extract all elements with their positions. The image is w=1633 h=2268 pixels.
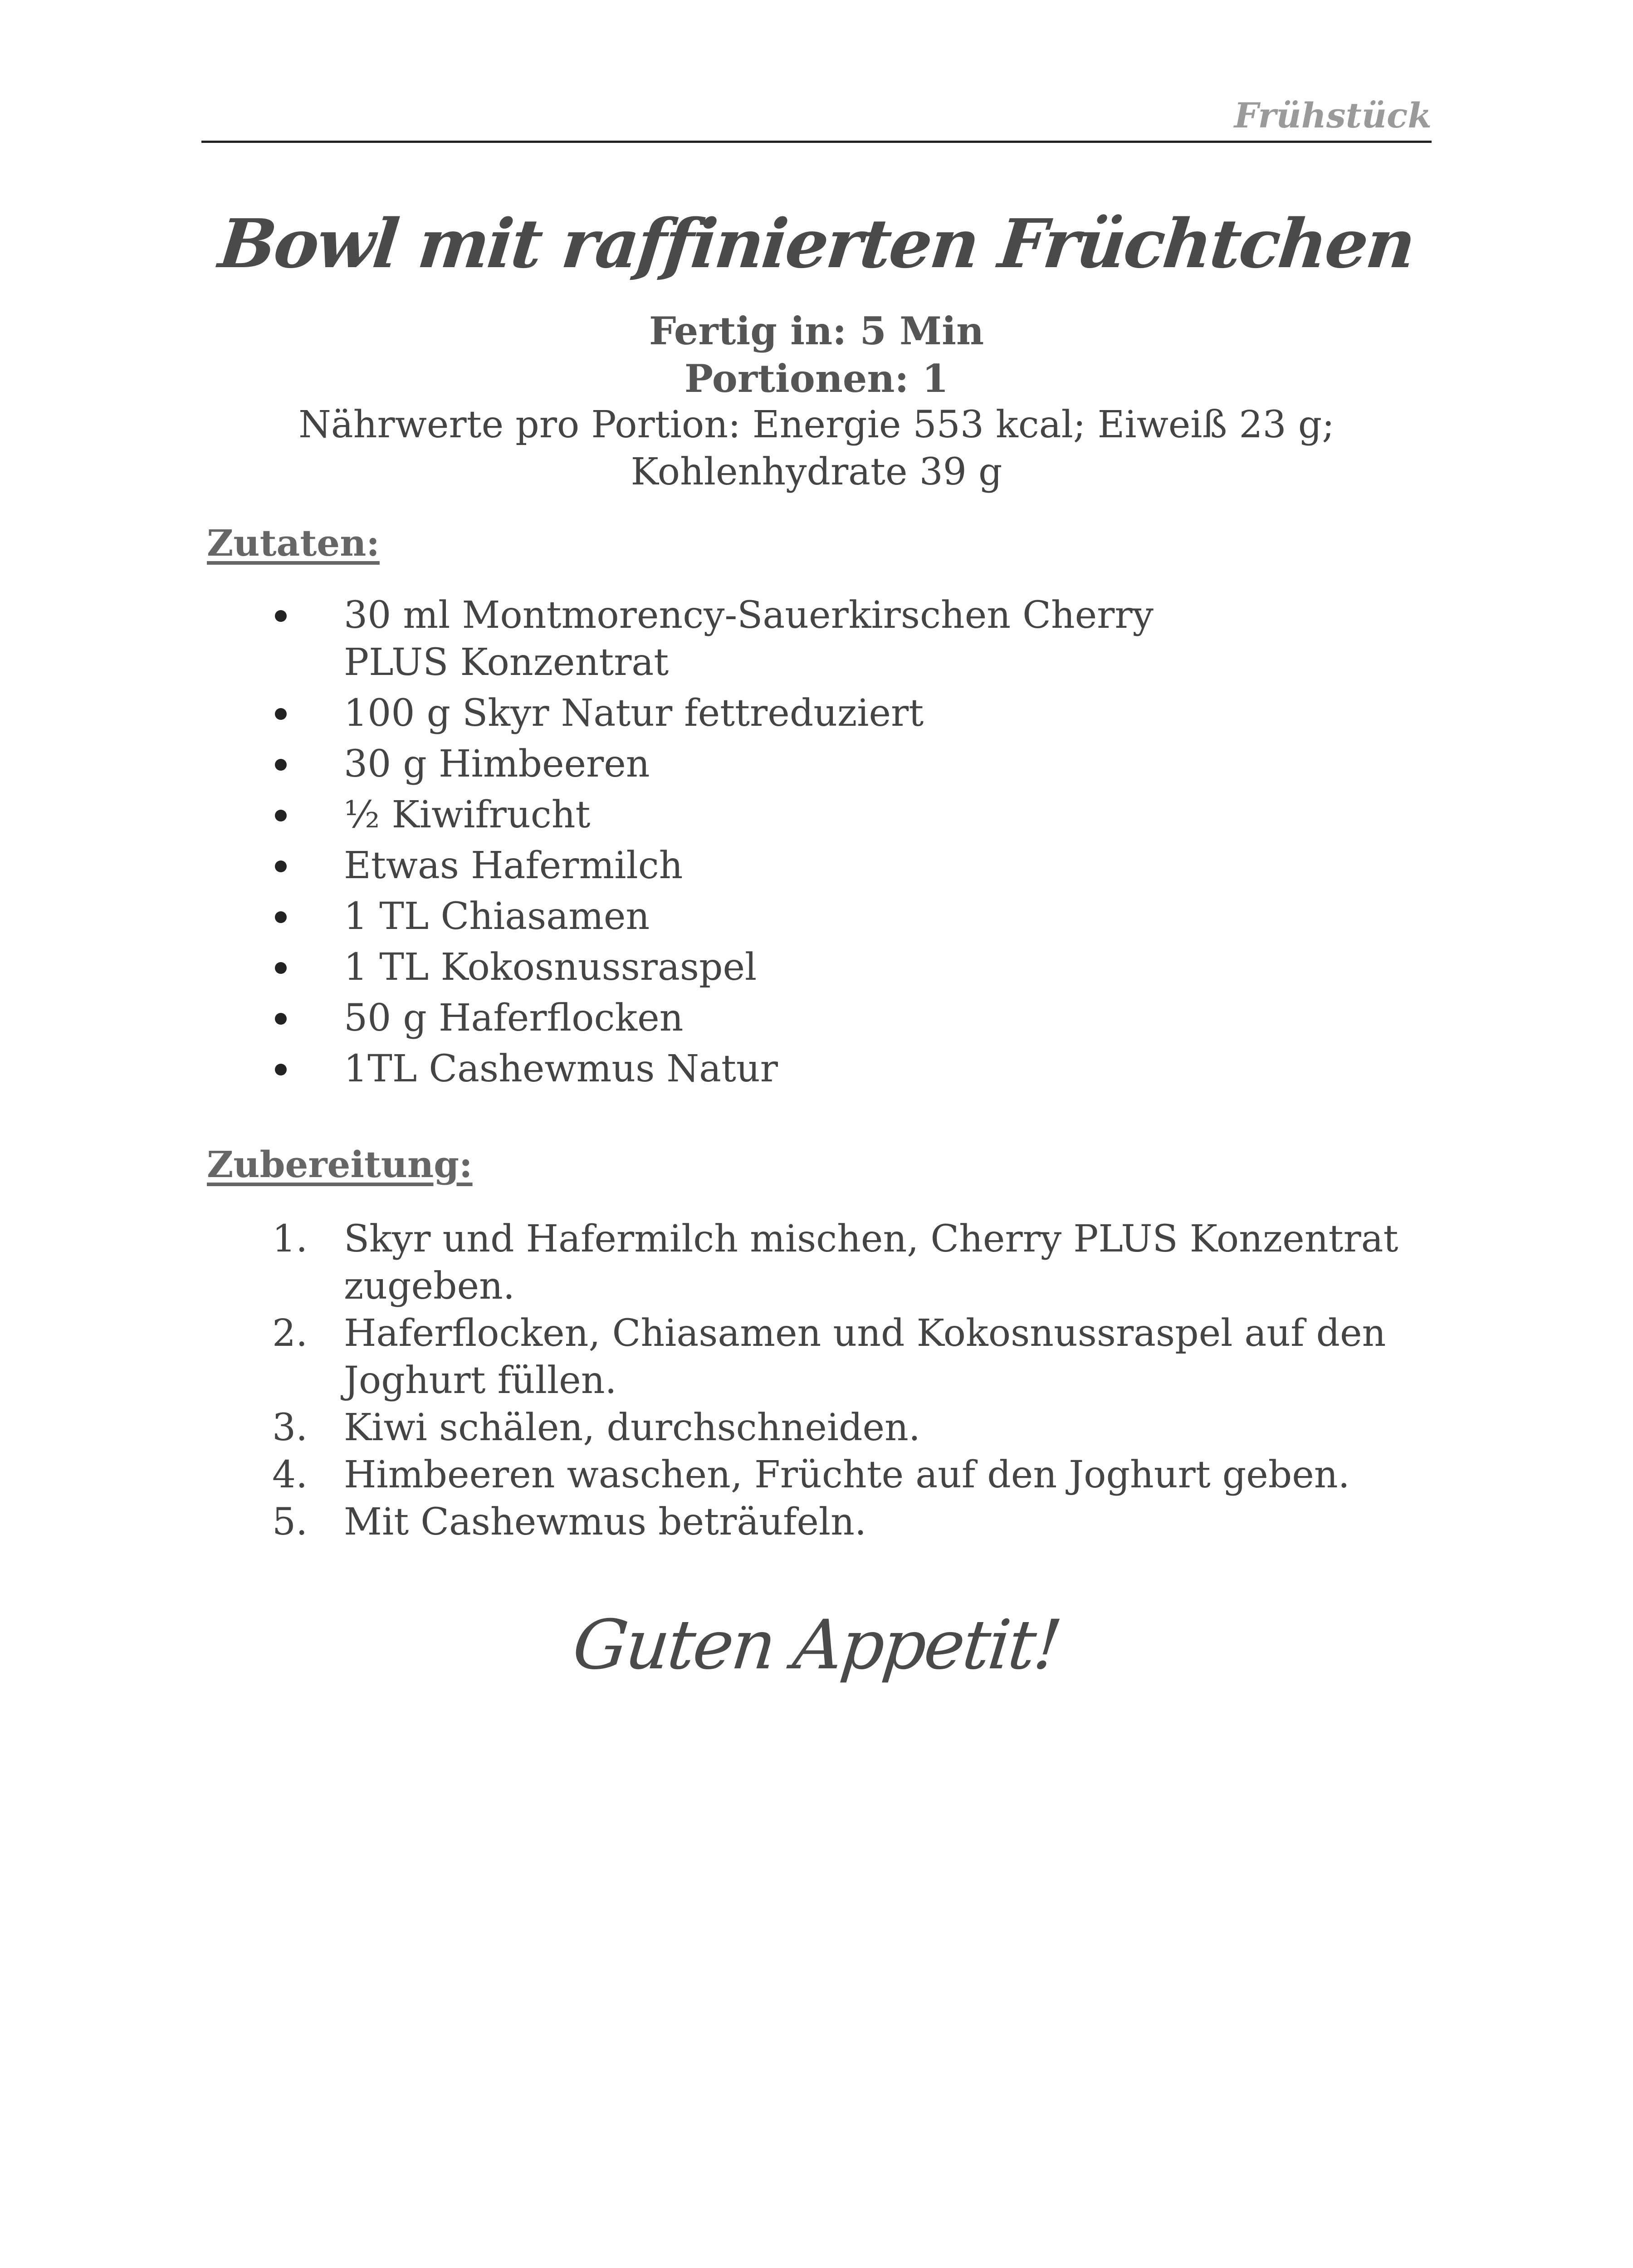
servings: Portionen: 1 [684,356,949,401]
list-item [272,1216,1433,1310]
step-text: Mit Cashewmus beträufeln. [344,1501,867,1544]
nutrition-line-1: Nährwerte pro Portion: Energie 553 kcal; Eiweiß 23 g; [298,403,1335,446]
list-item [272,944,1270,991]
ingredient-text: 30 g Himbeeren [344,743,650,786]
running-header: Frühstück [1234,95,1432,136]
ingredient-text: 1 TL Chiasamen [344,895,650,938]
list-item [272,1404,1433,1452]
nutrition-line-2: Kohlenhydrate 39 g [631,450,1002,494]
bullet-icon [275,810,287,821]
step-number: 1. [272,1217,308,1261]
ingredient-text: 1 TL Kokosnussraspel [344,946,757,989]
ingredient-text: Etwas Hafermilch [344,844,683,887]
ingredient-text: 30 ml Montmorency-Sauerkirschen Cherry PLUS Konzentrat [344,594,1154,684]
step-number: 2. [272,1312,308,1355]
list-item [272,1046,1270,1093]
step-text: Skyr und Hafermilch mischen, Cherry PLUS Konzentrat zugeben. [344,1217,1398,1308]
step-number: 5. [272,1501,308,1544]
list-item [272,1310,1433,1404]
step-text: Himbeeren waschen, Früchte auf den Joghurt geben. [344,1453,1350,1496]
ingredient-text: 100 g Skyr Natur fettreduziert [344,692,924,735]
list-item [272,995,1270,1042]
bullet-icon [275,962,287,974]
ingredient-text: 1TL Cashewmus Natur [344,1047,778,1090]
bullet-icon [275,860,287,872]
bullet-icon [275,1013,287,1025]
step-number: 4. [272,1453,308,1496]
step-number: 3. [272,1406,308,1449]
list-item [272,842,1270,890]
list-item [272,690,1270,737]
list-item [272,592,1206,686]
list-item [272,893,1270,940]
bullet-icon [275,911,287,923]
list-item [272,1452,1433,1499]
nutrition-info [201,401,1432,496]
header-divider [201,141,1432,143]
bullet-icon [275,708,287,720]
bullet-icon [275,1064,287,1075]
preparation-heading: Zubereitung: [207,1143,473,1186]
list-item [272,1499,1433,1546]
step-text: Haferflocken, Chiasamen und Kokosnussraspel auf den Joghurt füllen. [344,1312,1386,1402]
preparation-steps [272,1216,1433,1546]
prep-time: Fertig in: 5 Min [649,308,984,353]
ingredient-text: 50 g Haferflocken [344,997,684,1040]
closing-phrase: Guten Appetit! [569,1606,1064,1685]
ingredient-list [272,592,1270,1093]
step-text: Kiwi schälen, durchschneiden. [344,1406,920,1449]
ingredient-text: ½ Kiwifrucht [344,793,591,836]
ingredients-heading: Zutaten: [207,522,380,564]
bullet-icon [275,610,287,622]
bullet-icon [275,759,287,771]
recipe-title: Bowl mit raffinierten Früchtchen [215,204,1418,283]
list-item [272,792,1270,839]
list-item [272,741,1270,788]
